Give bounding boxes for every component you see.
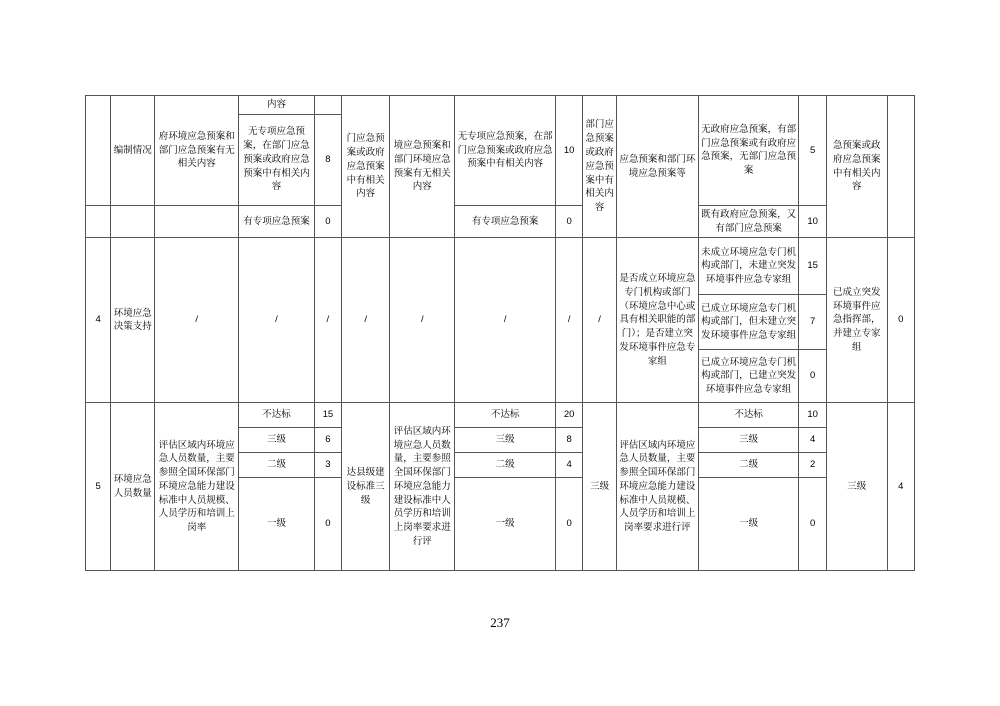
cell-option-1b: 有专项应急预案 <box>239 205 315 238</box>
cell-category: 环境应急人员数量 <box>111 403 155 571</box>
cell-score-1c: 3 <box>314 453 341 478</box>
cell-score-3c: 0 <box>799 350 826 403</box>
cell-score-1b: 0 <box>314 205 341 238</box>
cell-score-1d: 0 <box>314 478 341 571</box>
cell-index <box>86 205 111 238</box>
cell-description: 府环境应急预案和部门应急预案有无相关内容 <box>155 96 239 206</box>
cell-description-3: 评估区域内环境应急人员数量，主要参照全国环保部门环境应急能力建设标准中人员规模、人员学历和培训上岗率要求进行评 <box>616 403 698 571</box>
cell-option-1a: 不达标 <box>239 403 315 428</box>
table-row <box>86 403 915 428</box>
cell-option-2a: 不达标 <box>455 403 556 428</box>
cell-score-3d: 0 <box>799 478 826 571</box>
cell-score-2b: 8 <box>556 428 583 453</box>
cell-score-3a: 15 <box>799 238 826 295</box>
cell-note-2: 部门应急预案或政府应急预案中有相关内容 <box>583 96 617 238</box>
page-number: 237 <box>490 615 510 630</box>
cell-score-2b: 0 <box>556 205 583 238</box>
cell-total: 4 <box>887 403 914 571</box>
cell-score-1: / <box>314 238 341 403</box>
cell-note-3: 急预案或政府应急预案中有相关内容 <box>826 96 887 238</box>
cell-score-2d: 0 <box>556 478 583 571</box>
cell-option-3b: 三级 <box>698 428 799 453</box>
cell-description-2: / <box>390 238 455 403</box>
cell-score-1a: 8 <box>314 114 341 205</box>
cell-total <box>887 96 914 238</box>
cell-score-1b: 6 <box>314 428 341 453</box>
cell-note-1: / <box>342 238 390 403</box>
cell-description-3: 应急预案和部门环境应急预案等 <box>616 96 698 238</box>
cell-score-3a: 10 <box>799 403 826 428</box>
cell-option-3c: 已成立环境应急专门机构或部门，已建立突发环境事件应急专家组 <box>698 350 799 403</box>
table-row <box>86 205 915 238</box>
cell-description: 评估区域内环境应急人员数量，主要参照全国环保部门环境应急能力建设标准中人员规模、人员学历和培训上岗率 <box>155 403 239 571</box>
cell-note-2: 三级 <box>583 403 617 571</box>
cell-index <box>86 96 111 206</box>
cell-description-2: 境应急预案和部门环境应急预案有无相关内容 <box>390 96 455 238</box>
cell-score-1a: 15 <box>314 403 341 428</box>
cell-score-3b: 4 <box>799 428 826 453</box>
cell-option-3a: 不达标 <box>698 403 799 428</box>
cell-index: 4 <box>86 238 111 403</box>
cell-index: 5 <box>86 403 111 571</box>
cell-option-3c: 二级 <box>698 453 799 478</box>
cell-option-2b: 有专项应急预案 <box>455 205 556 238</box>
table-row <box>86 238 915 295</box>
cell-category <box>111 205 155 238</box>
cell-score-3a: 5 <box>799 96 826 206</box>
cell-total: 0 <box>887 238 914 403</box>
cell-option-2b: 三级 <box>455 428 556 453</box>
cell-option-1: / <box>239 238 315 403</box>
cell-option-3d: 一级 <box>698 478 799 571</box>
cell-option-1d: 一级 <box>239 478 315 571</box>
cell-score-2a: 10 <box>556 96 583 206</box>
cell-option-2a: 无专项应急预案，在部门应急预案或政府应急预案中有相关内容 <box>455 96 556 206</box>
cell-score-3c: 2 <box>799 453 826 478</box>
cell-option-3b: 已成立环境应急专门机构或部门，但未建立突发环境事件应急专家组 <box>698 295 799 350</box>
cell-option-2d: 一级 <box>455 478 556 571</box>
table-row <box>86 96 915 115</box>
cell-description-3: 是否成立环境应急专门机构或部门（环境应急中心或具有相关职能的部门）；是否建立突发环境事件应急专家组 <box>616 238 698 403</box>
cell-score-header <box>314 96 341 115</box>
cell-score-2c: 4 <box>556 453 583 478</box>
cell-option-3a: 无政府应急预案，有部门应急预案或有政府应急预案，无部门应急预案 <box>698 96 799 206</box>
cell-note-2: / <box>583 238 617 403</box>
cell-option-1c: 二级 <box>239 453 315 478</box>
cell-score-3b: 7 <box>799 295 826 350</box>
cell-note-1: 门应急预案或政府应急预案中有相关内容 <box>342 96 390 238</box>
cell-score-2: / <box>556 238 583 403</box>
cell-option-3a: 未成立环境应急专门机构或部门，未建立突发环境事件应急专家组 <box>698 238 799 295</box>
assessment-table <box>85 95 915 571</box>
cell-option-2c: 二级 <box>455 453 556 478</box>
cell-option-3b: 既有政府应急预案，又有部门应急预案 <box>698 205 799 238</box>
cell-note-1: 达县级建设标准三级 <box>342 403 390 571</box>
cell-category: 编制情况 <box>111 96 155 206</box>
cell-description-2: 评估区域内环境应急人员数量，主要参照全国环保部门环境应急能力建设标准中人员学历和培训上岗率要求进行评 <box>390 403 455 571</box>
assessment-table-container <box>85 95 915 571</box>
cell-description: / <box>155 238 239 403</box>
cell-option-1a: 无专项应急预案，在部门应急预案或政府应急预案中有相关内容 <box>239 114 315 205</box>
cell-score-2a: 20 <box>556 403 583 428</box>
cell-note-3: 三级 <box>826 403 887 571</box>
cell-content-header: 内容 <box>239 96 315 115</box>
cell-score-3b: 10 <box>799 205 826 238</box>
cell-option-1b: 三级 <box>239 428 315 453</box>
cell-category: 环境应急决策支持 <box>111 238 155 403</box>
cell-option-2: / <box>455 238 556 403</box>
cell-description <box>155 205 239 238</box>
cell-note-3: 已成立突发环境事件应急指挥部，并建立专家组 <box>826 238 887 403</box>
